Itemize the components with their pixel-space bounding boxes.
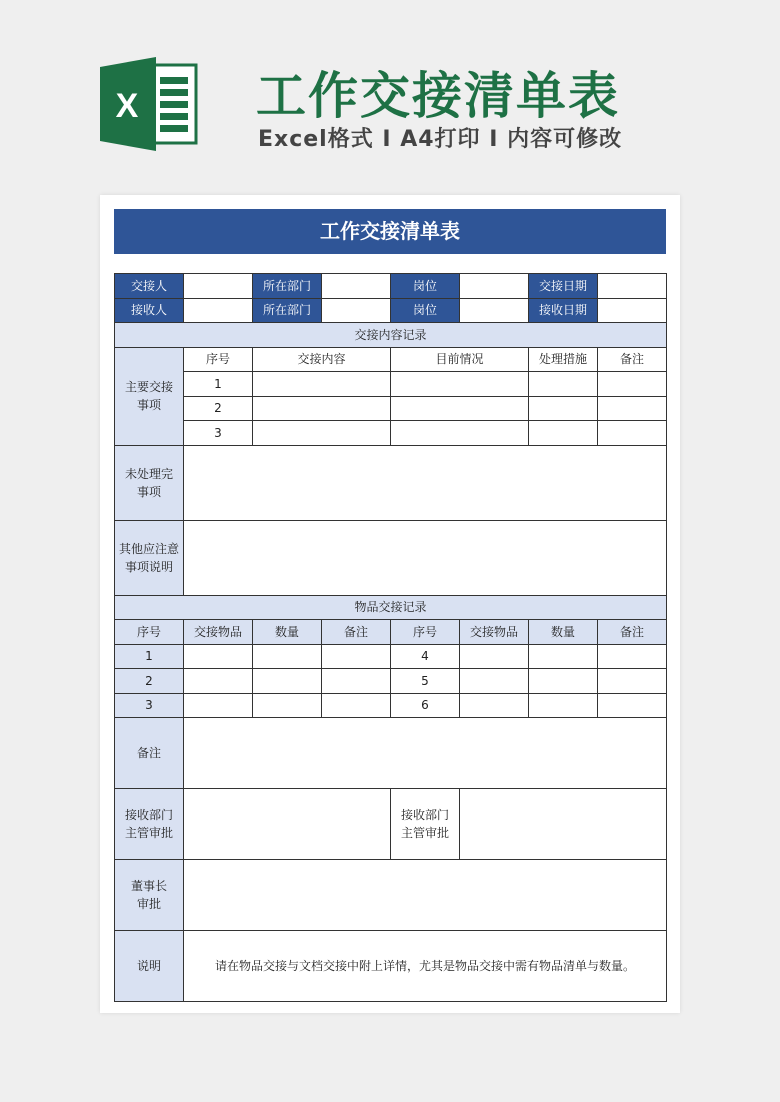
label-handover-date: 交接日期 [529, 274, 598, 299]
row-number: 5 [391, 669, 460, 694]
cell[interactable] [529, 644, 598, 669]
col-header: 数量 [529, 620, 598, 645]
cell[interactable] [529, 693, 598, 718]
row-number: 1 [115, 644, 184, 669]
note-text: 请在物品交接与文档交接中附上详情，尤其是物品交接中需有物品清单与数量。 [184, 931, 667, 1002]
label-approval: 接收部门主管审批 [391, 789, 460, 860]
cell[interactable] [253, 396, 391, 421]
field-handover-person[interactable] [184, 274, 253, 299]
label-department: 所在部门 [253, 274, 322, 299]
cell[interactable] [460, 669, 529, 694]
cell[interactable] [184, 669, 253, 694]
banner-subtitle: Excel格式 I A4打印 I 内容可修改 [258, 127, 623, 152]
cell[interactable] [253, 644, 322, 669]
field-unfinished[interactable] [184, 445, 667, 520]
field-approval[interactable] [184, 789, 391, 860]
field-approval[interactable] [460, 789, 667, 860]
cell[interactable] [322, 644, 391, 669]
handover-form [114, 273, 667, 1002]
field-remarks[interactable] [184, 718, 667, 789]
label-chairman: 董事长审批 [115, 860, 184, 931]
label-remarks: 备注 [115, 718, 184, 789]
cell[interactable] [184, 644, 253, 669]
cell[interactable] [460, 693, 529, 718]
col-header: 序号 [115, 620, 184, 645]
col-header: 交接物品 [184, 620, 253, 645]
col-header: 数量 [253, 620, 322, 645]
field-handover-date[interactable] [598, 274, 667, 299]
cell[interactable] [598, 396, 667, 421]
col-header: 备注 [598, 620, 667, 645]
field-other-notes[interactable] [184, 520, 667, 595]
row-number: 3 [115, 693, 184, 718]
label-other-notes: 其他应注意事项说明 [115, 520, 184, 595]
col-header: 处理措施 [529, 347, 598, 372]
cell[interactable] [529, 421, 598, 446]
col-header: 序号 [391, 620, 460, 645]
cell[interactable] [253, 669, 322, 694]
col-header: 交接物品 [460, 620, 529, 645]
row-number: 2 [115, 669, 184, 694]
col-header: 序号 [184, 347, 253, 372]
field-position[interactable] [460, 298, 529, 323]
col-header: 交接内容 [253, 347, 391, 372]
excel-logo-icon [100, 57, 198, 151]
label-position: 岗位 [391, 274, 460, 299]
label-receiver: 接收人 [115, 298, 184, 323]
cell[interactable] [253, 693, 322, 718]
row-number: 1 [184, 372, 253, 397]
banner-title: 工作交接清单表 [256, 67, 620, 125]
field-receiver[interactable] [184, 298, 253, 323]
field-position[interactable] [460, 274, 529, 299]
field-department[interactable] [322, 298, 391, 323]
col-header: 备注 [598, 347, 667, 372]
row-number: 2 [184, 396, 253, 421]
col-header: 备注 [322, 620, 391, 645]
cell[interactable] [391, 372, 529, 397]
cell[interactable] [598, 693, 667, 718]
cell[interactable] [322, 693, 391, 718]
cell[interactable] [253, 372, 391, 397]
col-header: 目前情况 [391, 347, 529, 372]
section-item-record: 物品交接记录 [115, 595, 667, 620]
cell[interactable] [529, 372, 598, 397]
cell[interactable] [253, 421, 391, 446]
cell[interactable] [598, 421, 667, 446]
field-chairman[interactable] [184, 860, 667, 931]
cell[interactable] [529, 669, 598, 694]
form-title: 工作交接清单表 [114, 209, 666, 254]
row-number: 4 [391, 644, 460, 669]
label-unfinished: 未处理完事项 [115, 445, 184, 520]
label-receive-date: 接收日期 [529, 298, 598, 323]
label-main-items: 主要交接事项 [115, 347, 184, 445]
cell[interactable] [529, 396, 598, 421]
field-receive-date[interactable] [598, 298, 667, 323]
row-number: 6 [391, 693, 460, 718]
cell[interactable] [391, 421, 529, 446]
label-note: 说明 [115, 931, 184, 1002]
cell[interactable] [598, 372, 667, 397]
cell[interactable] [598, 669, 667, 694]
svg-text:X: X [115, 87, 139, 125]
field-department[interactable] [322, 274, 391, 299]
cell[interactable] [391, 396, 529, 421]
cell[interactable] [460, 644, 529, 669]
cell[interactable] [598, 644, 667, 669]
label-approval: 接收部门主管审批 [115, 789, 184, 860]
cell[interactable] [184, 693, 253, 718]
label-position: 岗位 [391, 298, 460, 323]
label-department: 所在部门 [253, 298, 322, 323]
cell[interactable] [322, 669, 391, 694]
label-handover-person: 交接人 [115, 274, 184, 299]
section-content-record: 交接内容记录 [115, 323, 667, 348]
row-number: 3 [184, 421, 253, 446]
